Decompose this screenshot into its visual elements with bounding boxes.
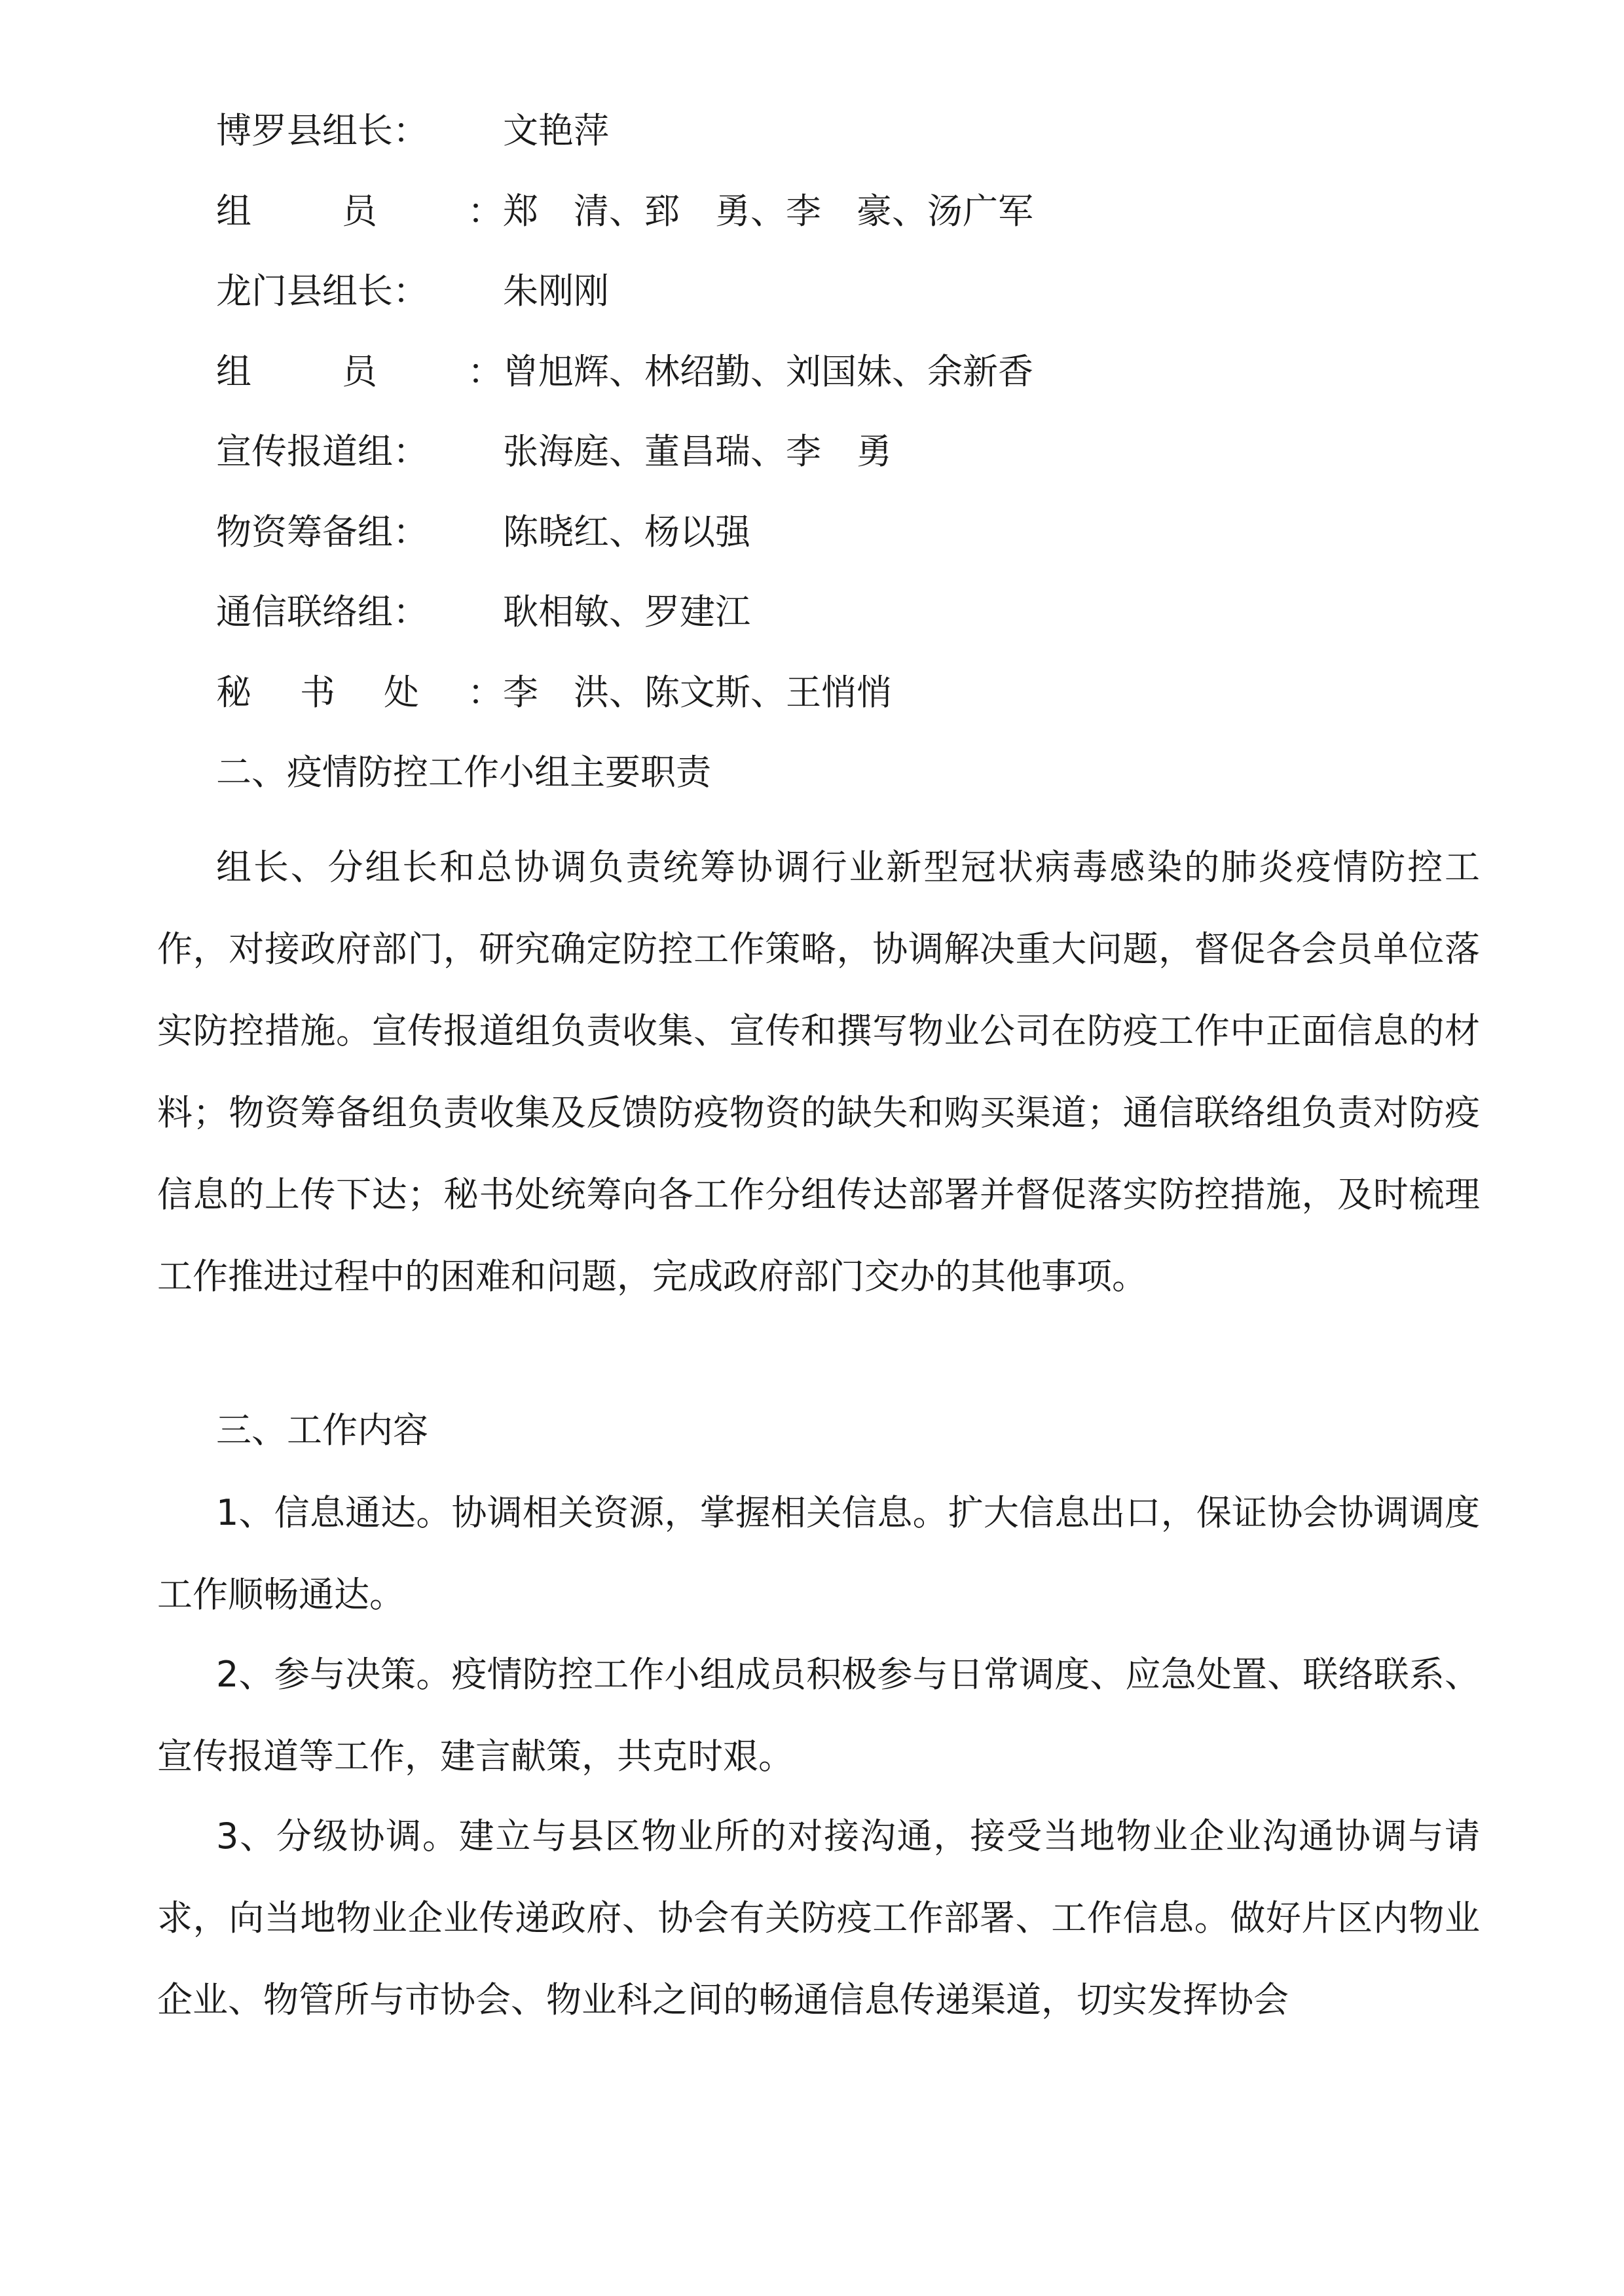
roster-value: 文艳萍 — [503, 110, 609, 151]
section-heading-responsibilities: 二、疫情防控工作小组主要职责 — [216, 752, 711, 793]
roster-label: 龙门县组长： — [216, 270, 428, 312]
roster-row-longmen-leader — [216, 265, 609, 318]
roster-value: 曾旭辉、林绍勤、刘国妹、余新香 — [503, 351, 1033, 392]
roster-value: 朱刚刚 — [503, 270, 609, 312]
paragraph-responsibilities: 组长、分组长和总协调负责统筹协调行业新型冠状病毒感染的肺炎疫情防控工作，对接政府部门，研究确定防控工作策略，协调解决重大问题，督促各会员单位落实防控措施。宣传报道组负责收集、宣传和撰写物业公司在防疫工作中正面信息的材料；物资筹备组负责收集及反馈防疫物资的缺失和购买渠道；通信联络组负责对防疫信息的上传下达；秘书处统筹向各工作分组传达部署并督促落实防控措施，及时梳理工作推进过程中的困难和问题，完成政府部门交办的其他事项。 — [157, 847, 1480, 1297]
roster-value: 张海庭、董昌瑞、李 勇 — [503, 431, 892, 472]
paragraph-item-2: 2、参与决策。疫情防控工作小组成员积极参与日常调度、应急处置、联络联系、宣传报道等工作，建言献策，共克时艰。 — [157, 1654, 1480, 1777]
roster-row-longmen-members — [216, 346, 1033, 398]
roster-label: 组员： — [216, 351, 503, 392]
roster-label: 通信联络组： — [216, 591, 428, 632]
roster-label: 组员： — [216, 191, 503, 232]
roster-row-communications — [216, 586, 750, 638]
roster-row-secretariat — [216, 666, 892, 719]
roster-label: 宣传报道组： — [216, 431, 428, 472]
roster-label: 秘书处： — [216, 672, 503, 713]
roster-value: 耿相敏、罗建江 — [503, 591, 750, 632]
paragraph-item-1: 1、信息通达。协调相关资源，掌握相关信息。扩大信息出口，保证协会协调调度工作顺畅通达。 — [157, 1492, 1480, 1615]
paragraph-item-3: 3、分级协调。建立与县区物业所的对接沟通，接受当地物业企业沟通协调与请求，向当地物业企业传递政府、协会有关防疫工作部署、工作信息。做好片区内物业企业、物管所与市协会、物业科之间的畅通信息传递渠道，切实发挥协会 — [157, 1815, 1480, 2020]
roster-row-boluo-members — [216, 185, 1033, 238]
roster-value: 郑 清、郅 勇、李 豪、汤广军 — [503, 191, 1033, 232]
roster-row-boluo-leader — [216, 105, 609, 157]
roster-row-publicity — [216, 426, 892, 478]
roster-row-supplies — [216, 506, 750, 558]
section-heading-work-content: 三、工作内容 — [216, 1410, 428, 1451]
roster-label: 博罗县组长： — [216, 110, 428, 151]
roster-value: 李 洪、陈文斯、王悄悄 — [503, 672, 892, 713]
roster-label: 物资筹备组： — [216, 511, 428, 553]
roster-value: 陈晓红、杨以强 — [503, 511, 750, 553]
